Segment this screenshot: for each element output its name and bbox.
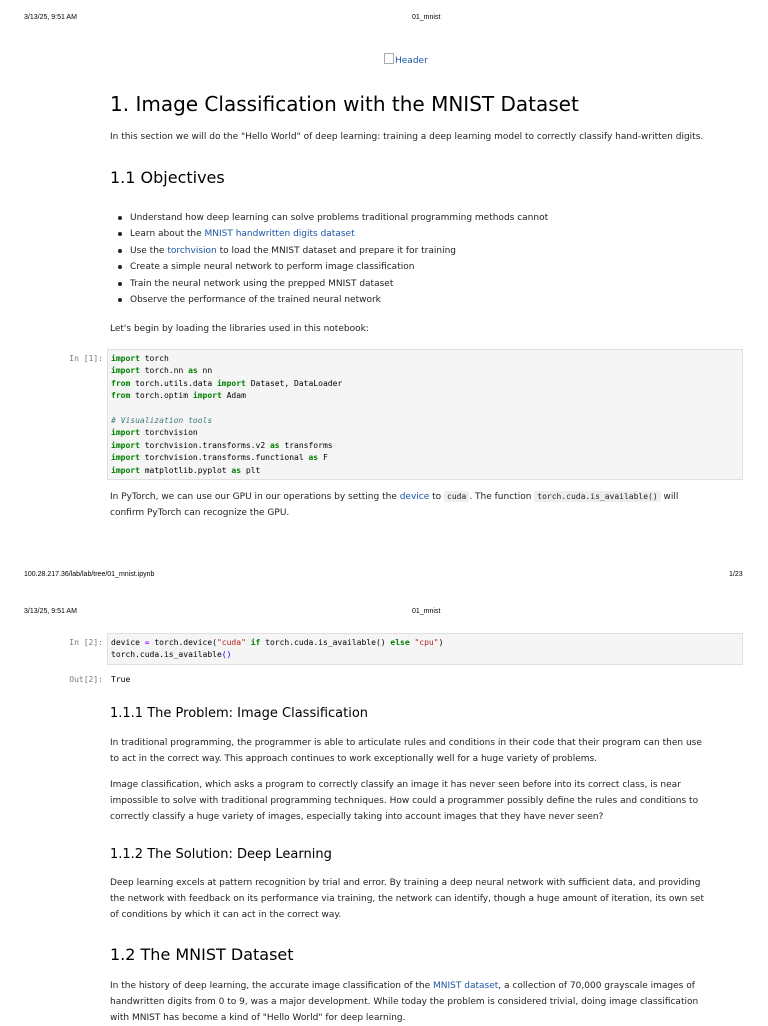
- gpu-paragraph: In PyTorch, we can use our GPU in our operations by setting the device to cuda . The function torch.cuda.is_available() will: [110, 492, 679, 502]
- mnist-heading: 1.2 The MNIST Dataset: [110, 945, 294, 964]
- broken-image-icon: [384, 53, 394, 64]
- list-item: Understand how deep learning can solve problems traditional programming methods cannot: [130, 210, 710, 226]
- page-title: 1. Image Classification with the MNIST Dataset: [110, 92, 579, 116]
- print-datetime-2: 3/13/25, 9:51 AM: [24, 608, 77, 615]
- solution-line1: Deep learning excels at pattern recognition by trial and error. By training a deep neural network with sufficient data, and providing: [110, 878, 701, 888]
- solution-heading: 1.1.2 The Solution: Deep Learning: [110, 847, 332, 862]
- print-title: 01_mnist: [412, 14, 441, 21]
- mnist-link[interactable]: MNIST handwritten digits dataset: [204, 229, 355, 240]
- solution-line3: of conditions by which it can act in the correct way.: [110, 910, 342, 920]
- out2-value: True: [111, 675, 131, 684]
- list-item: Use the torchvision to load the MNIST dataset and prepare it for training: [130, 243, 710, 259]
- print-datetime: 3/13/25, 9:51 AM: [24, 14, 77, 21]
- problem-p1-line1: In traditional programming, the programmer is able to articulate rules and conditions in their code that their program can then use: [110, 738, 702, 748]
- problem-p1-line2: to act in the correct way. This approach continues to work exceptionally well for a huge variety of problems.: [110, 754, 598, 764]
- problem-p2-line2: impossible to solve with traditional programming techniques. How could a programmer possibly define the rules and conditions to: [110, 796, 699, 806]
- header-image: [384, 53, 428, 66]
- list-item: Learn about the MNIST handwritten digits dataset: [130, 226, 710, 242]
- header-image-alt[interactable]: Header: [395, 56, 428, 66]
- mnist-line3: with MNIST has become a kind of "Hello World" for deep learning.: [110, 1013, 406, 1023]
- device-link[interactable]: device: [399, 492, 430, 502]
- cell1-prompt: In [1]:: [69, 354, 103, 363]
- mnist-line2: handwritten digits from 0 to 9, was a major development. While today the problem is considered trivial, doing image classification: [110, 997, 699, 1007]
- gpu-paragraph-line2: confirm PyTorch can recognize the GPU.: [110, 508, 290, 518]
- code-cell-2[interactable]: device = torch.device("cuda" if torch.cuda.is_available() else "cpu") torch.cuda.is_available(): [107, 633, 743, 665]
- mnist-line1: In the history of deep learning, the accurate image classification of the MNIST dataset, a collection of 70,000 grayscale images of: [110, 981, 695, 991]
- code-cell-1[interactable]: import torch import torch.nn as nn from torch.utils.data import Dataset, DataLoader from torch.optim import Adam # Visualization tools import torchvision import torchvision.transforms.v2 as transforms import torchvision.transforms.functional as F import matplotlib.pyplot as plt: [107, 349, 743, 480]
- print-title-2: 01_mnist: [412, 608, 441, 615]
- objectives-heading: 1.1 Objectives: [110, 168, 225, 187]
- solution-line2: the network with feedback on its performance via training, the network can identify, though a huge amount of iteration, its own set: [110, 894, 704, 904]
- list-item: Observe the performance of the trained neural network: [130, 292, 710, 308]
- problem-p2-line3: correctly classify a huge variety of images, especially taking into account images that they have never seen?: [110, 812, 604, 822]
- print-url: 100.28.217.36/lab/lab/tree/01_mnist.ipynb: [24, 571, 155, 578]
- print-page-number: 1/23: [729, 571, 743, 578]
- problem-heading: 1.1.1 The Problem: Image Classification: [110, 706, 369, 721]
- torchvision-link[interactable]: torchvision: [167, 245, 217, 256]
- list-item: Create a simple neural network to perform image classification: [130, 259, 710, 275]
- mnist-dataset-link[interactable]: MNIST dataset: [433, 981, 499, 991]
- out2-prompt: Out[2]:: [69, 675, 103, 684]
- intro-paragraph: In this section we will do the "Hello World" of deep learning: training a deep learning model to correctly classify hand-written digits.: [110, 132, 704, 142]
- cell2-prompt: In [2]:: [69, 638, 103, 647]
- lets-begin-text: Let's begin by loading the libraries used in this notebook:: [110, 324, 369, 334]
- list-item: Train the neural network using the prepped MNIST dataset: [130, 276, 710, 292]
- problem-p2-line1: Image classification, which asks a program to correctly classify an image it has never seen before into its correct class, is near: [110, 780, 681, 790]
- objectives-list: [110, 210, 710, 308]
